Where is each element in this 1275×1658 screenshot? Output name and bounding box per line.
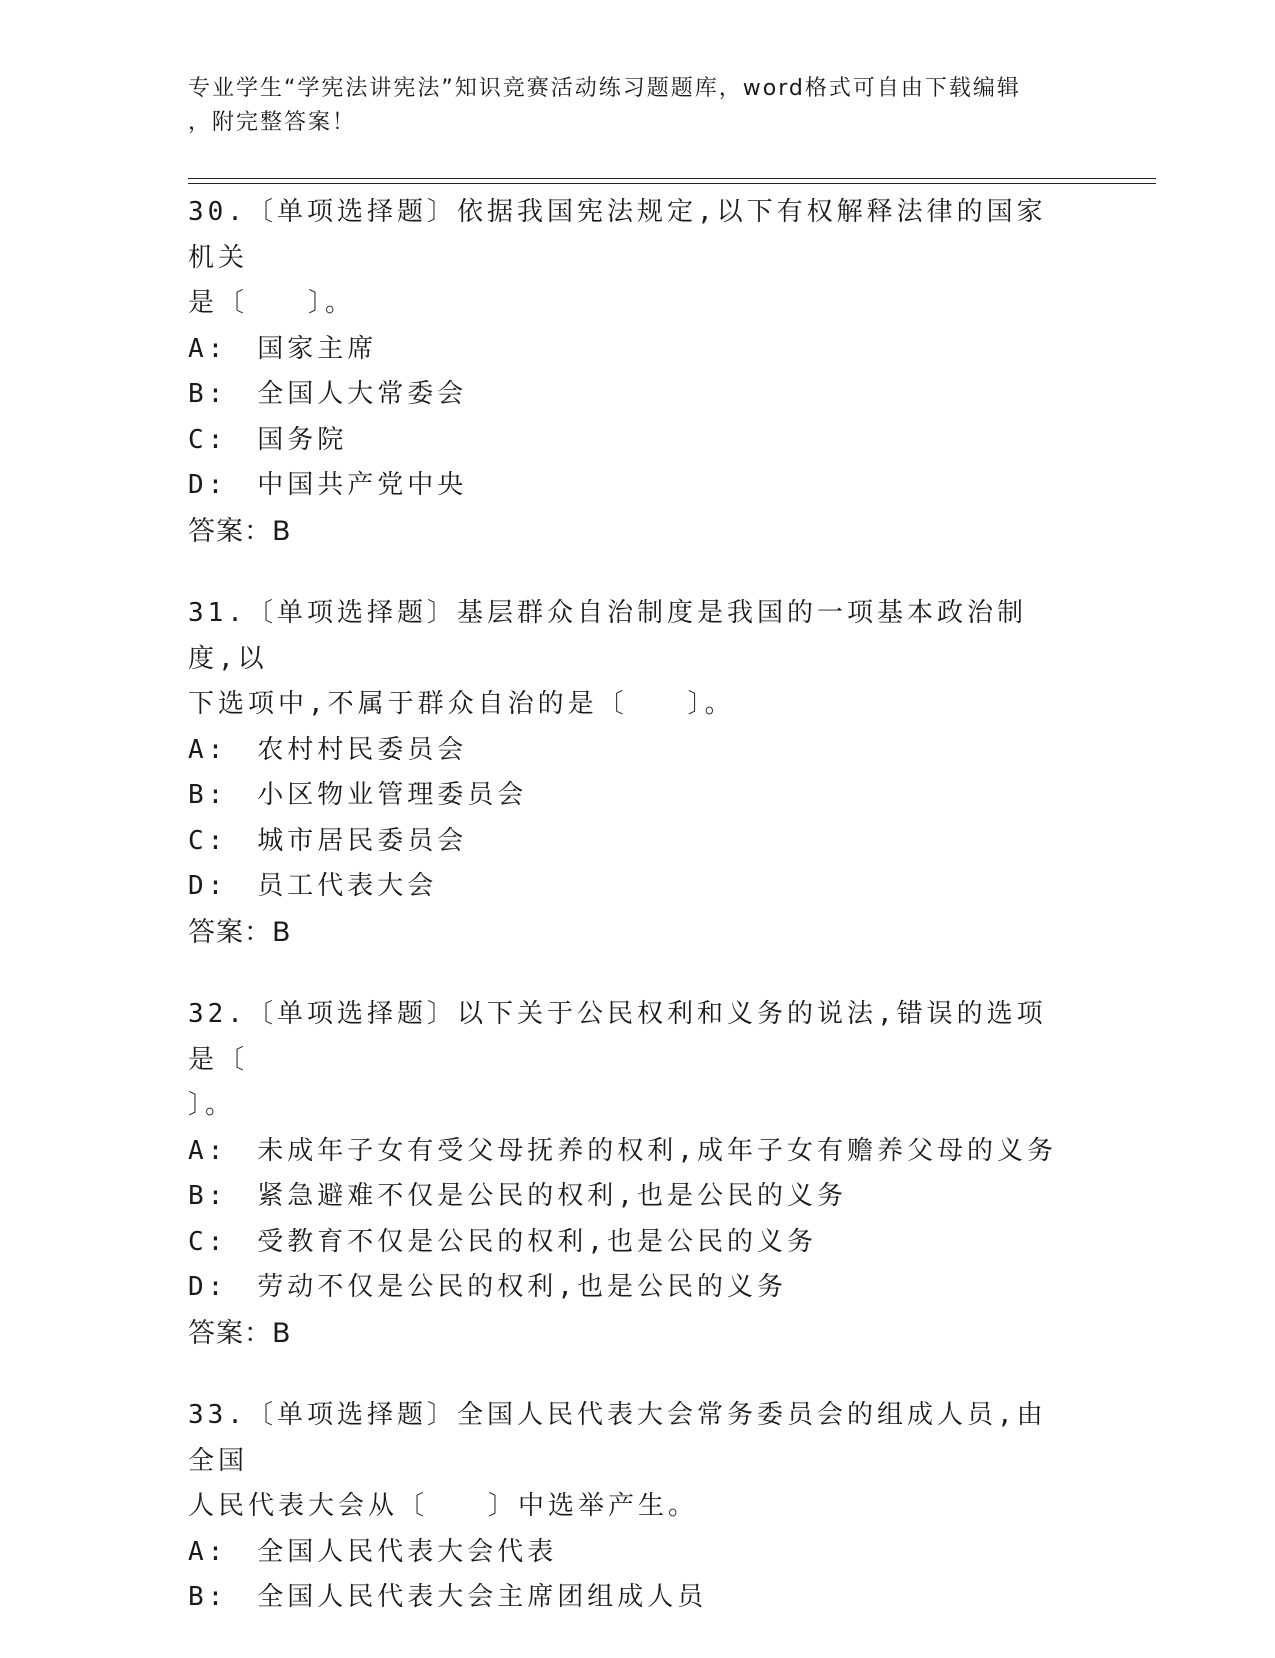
option-c: C: 受教育不仅是公民的权利,也是公民的义务 [188, 1226, 817, 1257]
question-33 [188, 1393, 1068, 1621]
option-b: B: 紧急避难不仅是公民的权利,也是公民的义务 [188, 1181, 847, 1211]
option-d: D: 劳动不仅是公民的权利,也是公民的义务 [188, 1272, 787, 1302]
question-stem-line: 是〔 〕。 [188, 288, 356, 318]
answer-label: 答案：B [188, 515, 292, 547]
option-b: B: 全国人大常委会 [188, 379, 468, 409]
header-divider-top [188, 178, 1156, 179]
header-divider-bottom [188, 183, 1156, 184]
option-c: C: 国务院 [188, 424, 348, 455]
question-32 [188, 992, 1068, 1356]
option-a: A: 农村村民委员会 [188, 734, 468, 765]
question-30 [188, 190, 1068, 554]
header-line-2: ，附完整答案！ [188, 110, 357, 135]
header-line-1: 专业学生“学宪法讲宪法”知识竞赛活动练习题题库，word格式可自由下载编辑 [188, 76, 1021, 101]
option-d: D: 员工代表大会 [188, 871, 438, 901]
option-b: B: 小区物业管理委员会 [188, 780, 528, 810]
document-header [188, 72, 1068, 140]
question-stem-line: 33.〔单项选择题〕全国人民代表大会常务委员会的组成人员,由全国 [188, 1400, 1047, 1476]
question-stem-line: 31.〔单项选择题〕基层群众自治制度是我国的一项基本政治制度,以 [188, 598, 1027, 674]
option-b: B: 全国人民代表大会主席团组成人员 [188, 1582, 708, 1612]
question-stem-line: 〕。 [188, 1090, 236, 1120]
question-stem-line: 下选项中,不属于群众自治的是〔 〕。 [188, 689, 735, 719]
option-a: A: 未成年子女有受父母抚养的权利,成年子女有赡养父母的义务 [188, 1135, 1057, 1166]
question-31 [188, 591, 1068, 955]
question-stem-line: 30.〔单项选择题〕依据我国宪法规定,以下有权解释法律的国家机关 [188, 197, 1047, 273]
option-c: C: 城市居民委员会 [188, 825, 468, 856]
option-a: A: 全国人民代表大会代表 [188, 1536, 558, 1567]
question-list [188, 190, 1068, 1658]
option-a: A: 国家主席 [188, 333, 378, 364]
option-d: D: 中国共产党中央 [188, 470, 468, 500]
question-stem-line: 32.〔单项选择题〕以下关于公民权利和义务的说法,错误的选项是〔 [188, 999, 1047, 1075]
answer-label: 答案：B [188, 916, 292, 948]
answer-label: 答案：B [188, 1317, 292, 1349]
question-stem-line: 人民代表大会从〔 〕中选举产生。 [188, 1491, 699, 1521]
